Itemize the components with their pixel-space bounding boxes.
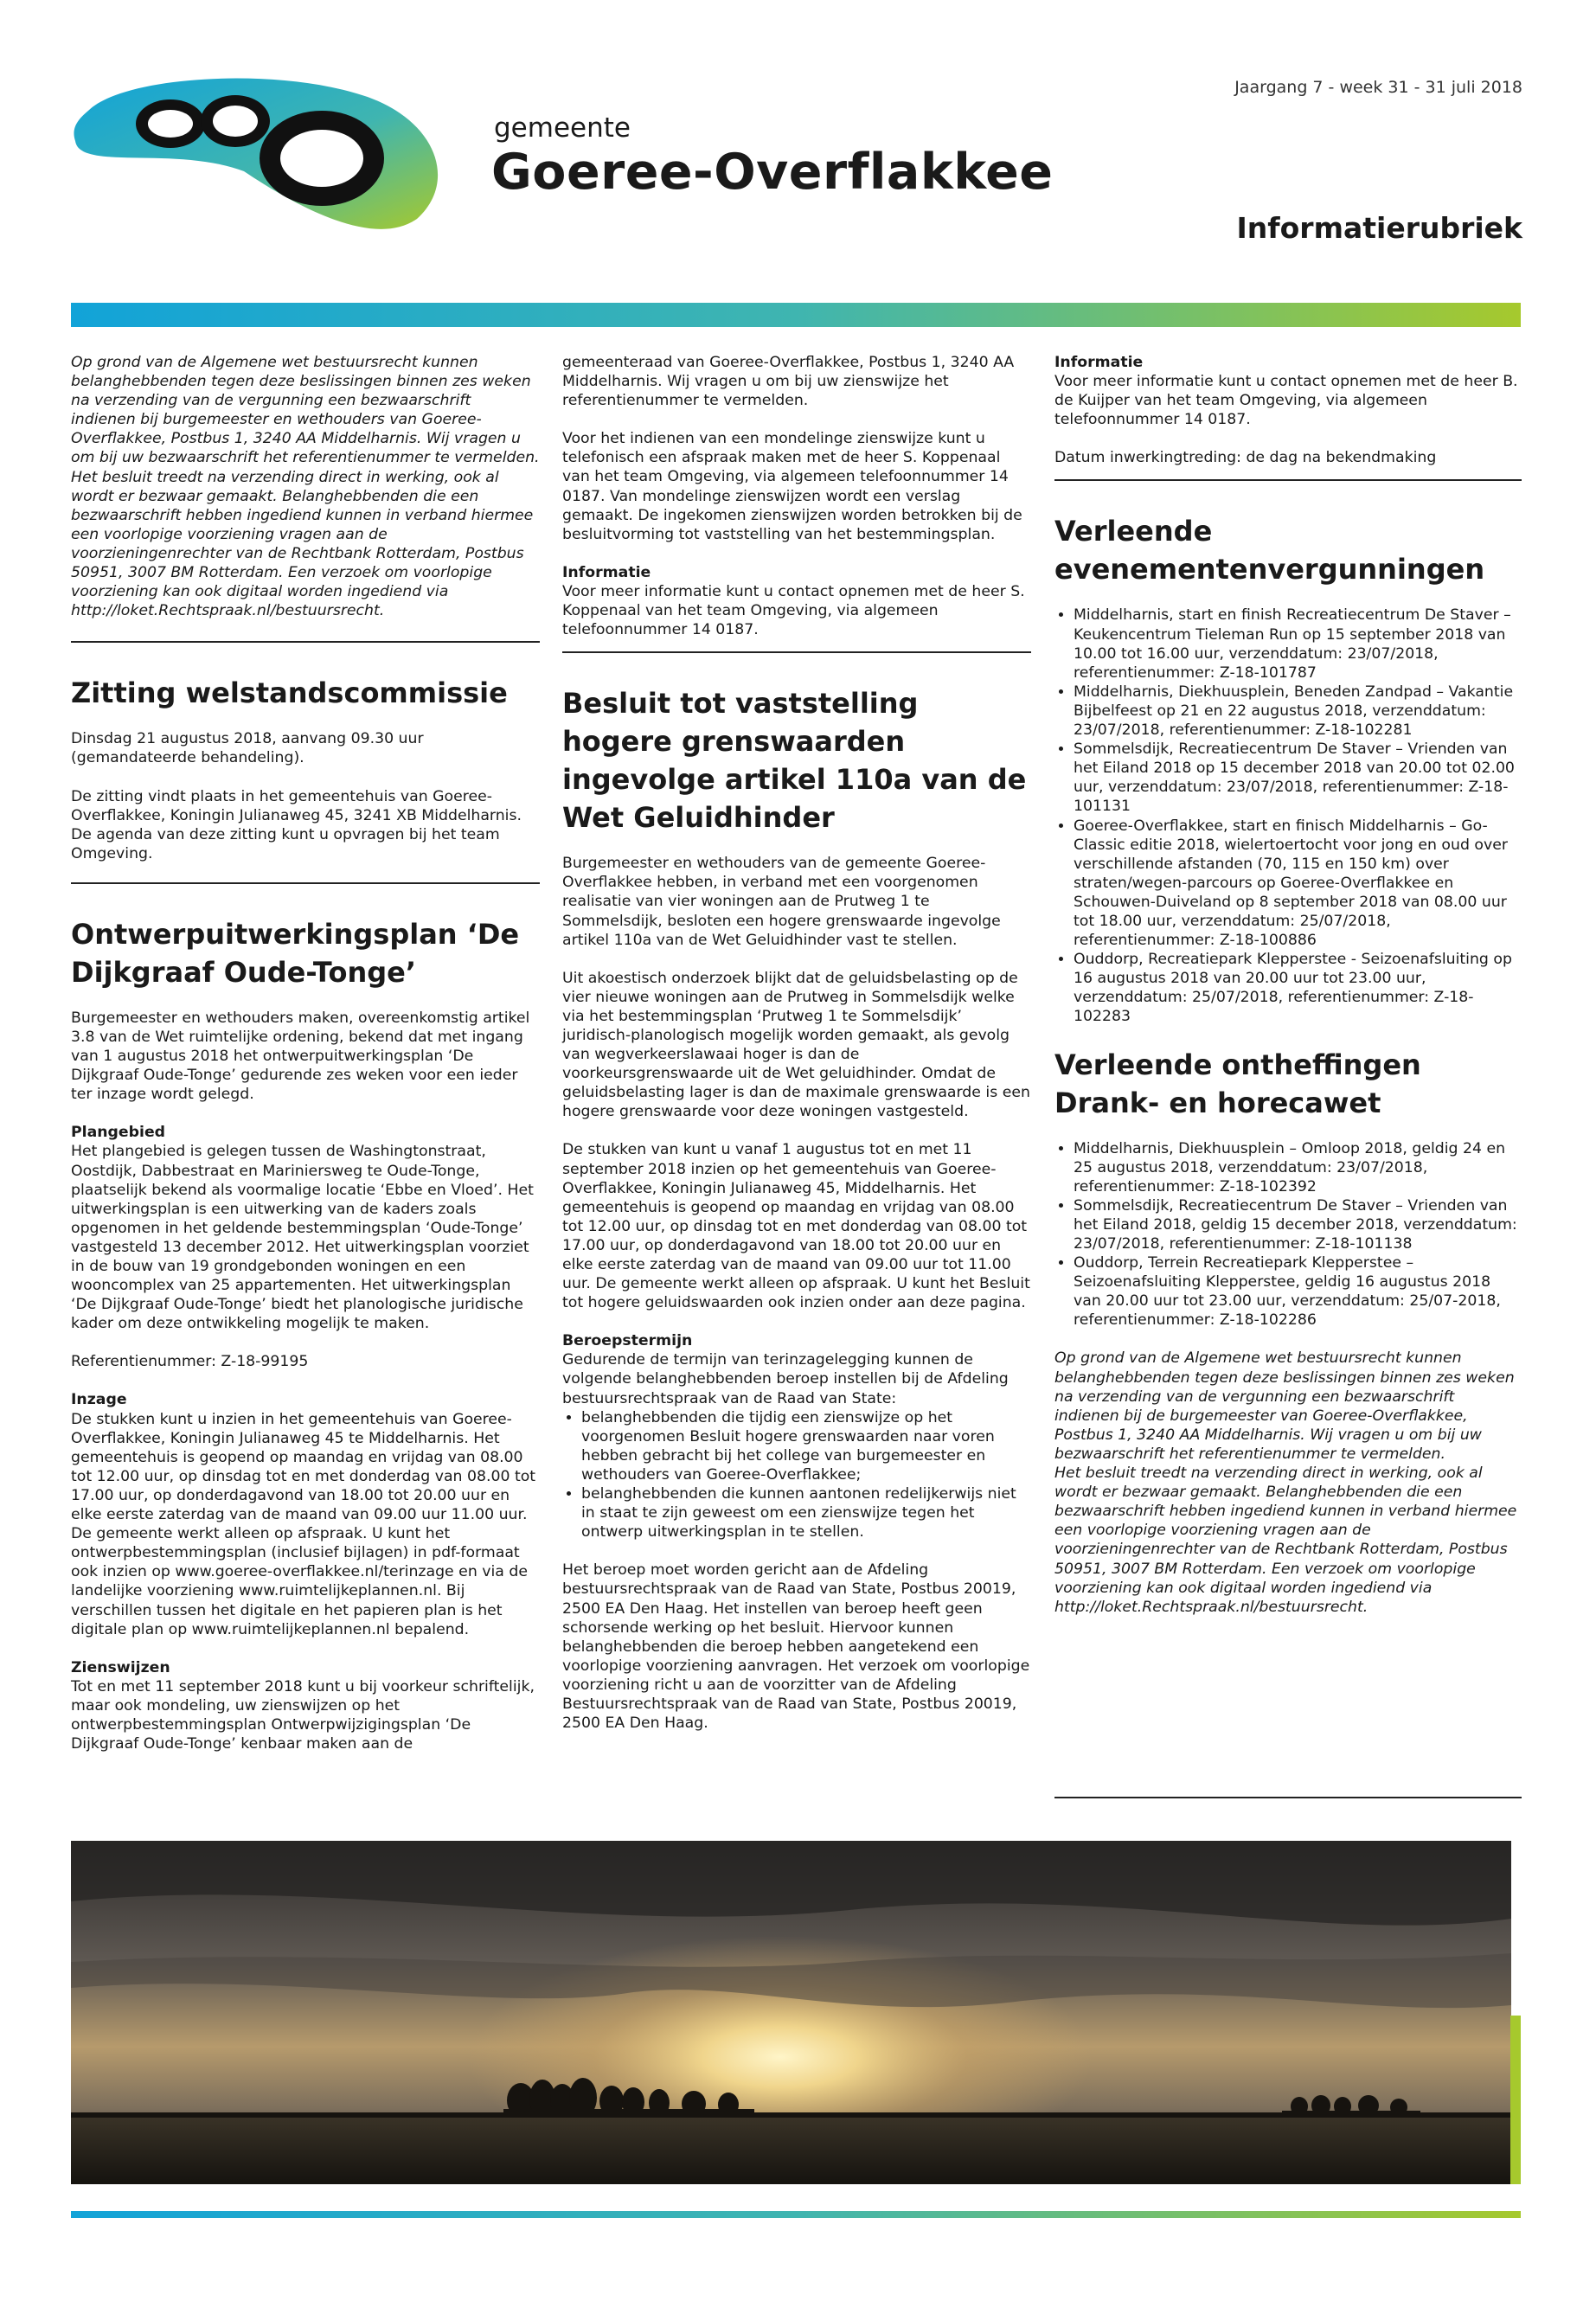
welstand-paragraph-1: Dinsdag 21 augustus 2018, aanvang 09.30 uur (gemandateerde behandeling). xyxy=(71,730,424,767)
datum-inwerkingtreding: Datum inwerkingtreding: de dag na bekendmaking xyxy=(1054,449,1437,467)
beroep-intro: Gedurende de termijn van terinzagelegging kunnen de volgende belanghebbenden beroep instellen bij de Afdeling bestuursrechtspraak van de Raad van State: xyxy=(562,1351,1009,1407)
column-3 xyxy=(1054,353,1522,1636)
divider xyxy=(1054,1797,1522,1798)
evenementen-title: Verleende evenementenvergunningen xyxy=(1054,515,1485,586)
info-text: Voor meer informatie kunt u contact opnemen met de heer B. de Kuijper van het team Omgeving, via algemeen telefoonnummer 14 0187. xyxy=(1054,373,1518,429)
closing-paragraph-2: Het besluit treedt na verzending direct in werking, ook al wordt er bezwaar gemaakt. Belanghebbenden die een bezwaarschrift hebben ingediend kunnen in verband hiermee een voorlopige voorziening vragen aan de voorzieningenrechter van de Rechtbank Rotterdam, Postbus 50951, 3007 BM Rotterdam. Een verzoek om voorlopige voorziening kan ook digitaal worden ingediend via http://loket.Rechtspraak.nl/bestuursrecht. xyxy=(1054,1465,1517,1616)
list-item: • Middelharnis, Diekhuusplein – Omloop 2018, geldig 24 en 25 augustus 2018, verzenddatum: 23/07/2018, referentienummer: Z-18-102392 xyxy=(1074,1139,1522,1196)
ontheffingen-title: Verleende ontheffingen Drank- en horecawet xyxy=(1054,1048,1421,1119)
beroep-heading: Beroepstermijn xyxy=(562,1332,693,1350)
ontheffingen-list xyxy=(1054,1139,1522,1330)
reference-number: Referentienummer: Z-18-99195 xyxy=(71,1353,309,1371)
list-item: • Sommelsdijk, Recreatiecentrum De Staver – Vrienden van het Eiland 2018, geldig 15 december 2018, verzenddatum: 23/07/2018, referentienummer: Z-18-101138 xyxy=(1074,1196,1522,1253)
plangebied-text: Het plangebied is gelegen tussen de Washingtonstraat, Oostdijk, Dabbestraat en Mariniersweg te Oude-Tonge, plaatselijk bekend als voormalige locatie ‘Ebbe en Vloed’. Het uitwerkingsplan is een uitwerking van de kaders zoals opgenomen in het geldende bestemmingsplan ‘Oude-Tonge’ vastgesteld 13 december 2012. Het uitwerkingsplan voorziet in de bouw van 19 grondgebonden woningen en een wooncomplex van 25 appartementen. Het uitwerkingsplan ‘De Dijkgraaf Oude-Tonge’ biedt het planologische juridische kader om deze ontwikkeling mogelijk te maken. xyxy=(71,1143,534,1333)
inzage-heading: Inzage xyxy=(71,1391,127,1409)
welstand-paragraph-2: De zitting vindt plaats in het gemeentehuis van Goeree-Overflakkee, Koningin Julianaweg 45, 3241 XB Middelharnis. De agenda van deze zitting kunt u opvragen bij het team Omgeving. xyxy=(71,787,522,862)
divider xyxy=(1054,479,1522,481)
intro-paragraph-1: Op grond van de Algemene wet bestuursrecht kunnen belanghebbenden tegen deze beslissingen binnen zes weken na verzending van de vergunning een bezwaarschrift indienen bij burgemeester en wethouders van Goeree-Overflakkee, Postbus 1, 3240 AA Middelharnis. Wij vragen u om bij uw bezwaarschrift het referentienummer te vermelden. xyxy=(71,354,540,467)
zienswijzen-text: Tot en met 11 september 2018 kunt u bij voorkeur schriftelijk, maar ook mondeling, uw zienswijzen op het ontwerpbestemmingsplan Ontwerpwijzigingsplan ‘De Dijkgraaf Oude-Tonge’ kenbaar maken aan de xyxy=(71,1677,535,1753)
list-item: • Ouddorp, Recreatiepark Klepperstee - Seizoenafsluiting op 16 augustus 2018 van 20.00 uur tot 23.00 uur, verzenddatum: 25/07/2018, referentienummer: Z-18-102283 xyxy=(1074,950,1522,1026)
list-item: • Sommelsdijk, Recreatiecentrum De Staver – Vrienden van het Eiland 2018 op 15 december 2018 van 20.00 tot 02.00 uur, verzenddatum: 23/07/2018, referentienummer: Z-18-101131 xyxy=(1074,740,1522,816)
besluit-title: Besluit tot vaststelling hogere grenswaarden ingevolge artikel 110a van de Wet Geluidhinder xyxy=(562,687,1027,835)
divider xyxy=(562,651,1031,653)
list-item: • belanghebbenden die kunnen aantonen redelijkerwijs niet in staat te zijn geweest om een zienswijze tegen het ontwerp uitwerkingsplan in te stellen. xyxy=(581,1484,1031,1541)
plan-paragraph-1: Burgemeester en wethouders maken, overeenkomstig artikel 3.8 van de Wet ruimtelijke ordening, bekend dat met ingang van 1 augustus 2018 het ontwerpuitwerkingsplan ‘De Dijkgraaf Oude-Tonge’ gedurende zes weken voor een ieder ter inzage wordt gelegd. xyxy=(71,1009,530,1104)
list-item: • Middelharnis, start en finish Recreatiecentrum De Staver – Keukencentrum Tieleman Run op 15 september 2018 van 10.00 tot 16.00 uur, verzenddatum: 23/07/2018, referentienummer: Z-18-101787 xyxy=(1074,606,1522,682)
welstand-title: Zitting welstandscommissie xyxy=(71,676,508,710)
besluit-paragraph-2: Uit akoestisch onderzoek blijkt dat de geluidsbelasting op de vier nieuwe woningen aan de Prutweg in Sommelsdijk welke via het bestemmingsplan ‘Prutweg 1 te Sommelsdijk’ juridisch-planologisch mogelijk worden gemaakt, als gevolg van wegverkeerslawaai hoger is dan de voorkeursgrenswaarde uit de Wet geluidhinder. Omdat de geluidsbelasting lager is dan de maximale grenswaarde is een hogere grenswaarde voor deze woningen vastgesteld. xyxy=(562,969,1030,1121)
rubric-title: Informatierubriek xyxy=(1236,211,1522,245)
inzage-text: De stukken kunt u inzien in het gemeentehuis van Goeree-Overflakkee, Koningin Julianaweg 45 te Middelharnis. Het gemeentehuis is geopend op maandag en vrijdag van 08.00 tot 12.00 uur, op dinsdag tot en met donderdag van 08.00 tot 17.00 uur, op donderdagavond van 18.00 tot 20.00 uur en elke eerste zaterdag van de maand van 09.00 uur 11.00 uur. De gemeente werkt alleen op afspraak. U kunt het ontwerpbestemmingsplan (inclusief bijlagen) in pdf-formaat ook inzien op www.goeree-overflakkee.nl/terinzage en via de landelijke voorziening www.ruimtelijkeplannen.nl. Bij verschillen tussen het digitale en het papieren plan is het digitale plan op www.ruimtelijkeplannen.nl bepalend. xyxy=(71,1410,536,1638)
besluit-paragraph-3: De stukken van kunt u vanaf 1 augustus tot en met 11 september 2018 inzien op het gemeentehuis van Goeree-Overflakkee, Koningin Julianaweg 45, Middelharnis. Het gemeentehuis is geopend op maandag en vrijdag van 08.00 tot 12.00 uur, op dinsdag tot en met donderdag van 08.00 tot 17.00 uur, op donderdagavond van 18.00 tot 20.00 uur en elke eerste zaterdag van de maand van 09.00 uur tot 11.00 uur. De gemeente werkt alleen op afspraak. U kunt het Besluit tot hogere geluidswaarden ook inzien onder aan deze pagina. xyxy=(562,1141,1030,1312)
plangebied-heading: Plangebied xyxy=(71,1124,166,1142)
sunset-landscape-photo xyxy=(71,1841,1511,2184)
intro-paragraph-2: Het besluit treedt na verzending direct in werking, ook al wordt er bezwaar gemaakt. Belanghebbenden die een bezwaarschrift hebben ingediend kunnen in verband hiermee een voorlopige voorziening vragen aan de voorzieningenrechter van de Rechtbank Rotterdam, Postbus 50951, 3007 BM Rotterdam. Een verzoek om voorlopige voorziening kan ook digitaal worden ingediend via http://loket.Rechtspraak.nl/bestuursrecht. xyxy=(71,468,534,620)
column-2 xyxy=(562,353,1031,1752)
info-heading: Informatie xyxy=(1054,354,1144,371)
divider xyxy=(71,641,540,643)
top-gradient-bar xyxy=(71,303,1521,327)
edition-info: Jaargang 7 - week 31 - 31 juli 2018 xyxy=(1234,78,1522,97)
brand-small: gemeente xyxy=(494,112,631,144)
continued-paragraph-2: Voor het indienen van een mondelinge zienswijze kunt u telefonisch een afspraak maken met de heer S. Koppenaal van het team Omgeving, via algemeen telefoonnummer 14 0187. Van mondelinge zienswijzen wordt een verslag gemaakt. De ingekomen zienswijzen worden betrokken bij de besluitvorming tot vaststelling van het bestemmingsplan. xyxy=(562,430,1022,543)
closing-paragraph-1: Op grond van de Algemene wet bestuursrecht kunnen belanghebbenden tegen deze beslissingen binnen zes weken na verzending van de vergunning een bezwaarschrift indienen bij de burgemeester van Goeree-Overflakkee, Postbus 1, 3240 AA Middelharnis. Wij vragen u om bij uw bezwaarschrift het referentienummer te vermelden. xyxy=(1054,1349,1515,1463)
list-item: • belanghebbenden die tijdig een zienswijze op het voorgenomen Besluit hogere grenswaarden naar voren hebben gebracht bij het college van burgemeester en wethouders van Goeree-Overflakkee; xyxy=(581,1408,1031,1484)
divider xyxy=(71,882,540,884)
evenementen-list xyxy=(1054,606,1522,1026)
info-heading: Informatie xyxy=(562,563,651,581)
info-text: Voor meer informatie kunt u contact opnemen met de heer S. Koppenaal van het team Omgeving, via algemeen telefoonnummer 14 0187. xyxy=(562,582,1025,639)
bottom-gradient-bar xyxy=(71,2211,1521,2218)
list-item: • Middelharnis, Diekhuusplein, Beneden Zandpad – Vakantie Bijbelfeest op 21 en 22 augustus 2018, verzenddatum: 23/07/2018, referentienummer: Z-18-102281 xyxy=(1074,683,1522,740)
brand-name: Goeree-Overflakkee xyxy=(491,144,1054,201)
column-1 xyxy=(71,353,540,1772)
besluit-paragraph-1: Burgemeester en wethouders van de gemeente Goeree-Overflakkee hebben, in verband met een voorgenomen realisatie van vier woningen aan de Prutweg 1 te Sommelsdijk, besloten een hogere grenswaarde ingevolge artikel 110a van de Wet Geluidhinder vast te stellen. xyxy=(562,855,1001,949)
side-accent-bar xyxy=(1510,2016,1521,2184)
municipality-logo xyxy=(71,76,452,232)
beroep-list xyxy=(562,1408,1031,1542)
list-item: • Goeree-Overflakkee, start en finisch Middelharnis – Go-Classic editie 2018, wielertoertocht voor jong en oud over verschillende afstanden (70, 115 en 150 km) over straten/wegen-parcours op Goeree-Overflakkee en Schouwen-Duiveland op 8 september 2018 van 08.00 uur tot 18.00 uur, verzenddatum: 25/07/2018, referentienummer: Z-18-100886 xyxy=(1074,817,1522,951)
beroep-paragraph-2: Het beroep moet worden gericht aan de Afdeling bestuursrechtspraak van de Raad van State, Postbus 20019, 2500 EA Den Haag. Het instellen van beroep heeft geen schorsende werking op het besluit. Hiervoor kunnen belanghebbenden die beroep hebben aangetekend een voorlopige voorziening aanvragen. Het verzoek om voorlopige voorziening richt u aan de voorzitter van de Afdeling Bestuursrechtspraak van de Raad van State, Postbus 20019, 2500 EA Den Haag. xyxy=(562,1561,1030,1733)
list-item: • Ouddorp, Terrein Recreatiepark Klepperstee – Seizoenafsluiting Klepperstee, geldig 16 augustus 2018 van 20.00 uur tot 23.00 uur, verzenddatum: 25/07-2018, referentienummer: Z-18-102286 xyxy=(1074,1253,1522,1330)
zienswijzen-heading: Zienswijzen xyxy=(71,1658,170,1676)
continued-paragraph-1: gemeenteraad van Goeree-Overflakkee, Postbus 1, 3240 AA Middelharnis. Wij vragen u om bij uw zienswijze het referentienummer te vermelden. xyxy=(562,354,1015,410)
plan-title: Ontwerpuitwerkingsplan ‘De Dijkgraaf Oude-Tonge’ xyxy=(71,917,520,989)
